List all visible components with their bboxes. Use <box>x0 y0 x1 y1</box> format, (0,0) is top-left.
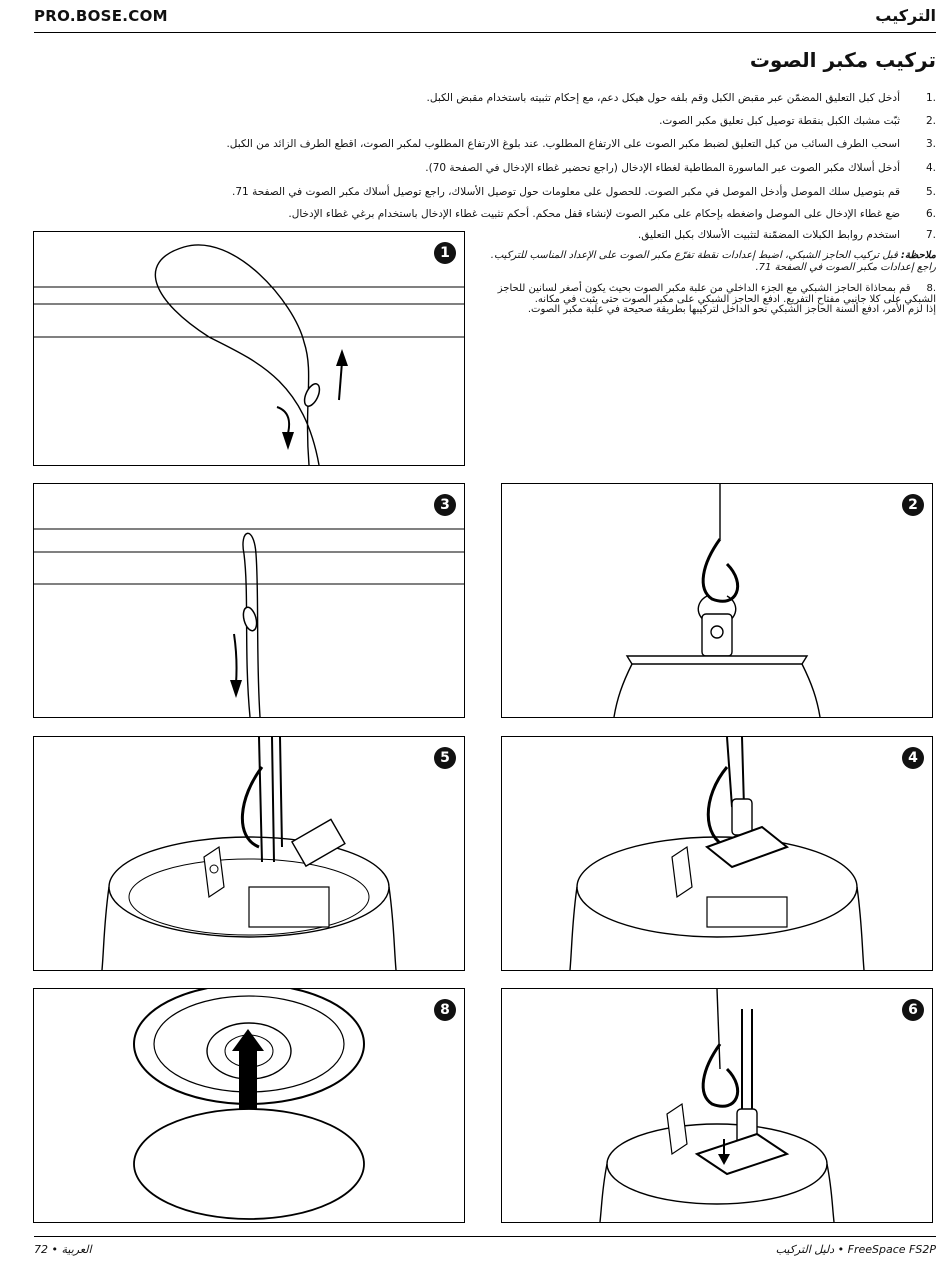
figure-2 <box>501 483 933 718</box>
note <box>491 250 936 274</box>
figure-5-drawing <box>34 737 464 970</box>
figure-3-badge: 3 <box>434 494 456 516</box>
footer-rule <box>34 1236 936 1237</box>
figure-2-drawing <box>502 484 932 717</box>
figure-2-badge: 2 <box>902 494 924 516</box>
figure-1 <box>33 231 465 466</box>
figure-4-drawing <box>502 737 932 970</box>
figure-8 <box>33 988 465 1223</box>
header-rule <box>34 32 936 33</box>
figure-5 <box>33 736 465 971</box>
figure-6-drawing <box>502 989 932 1222</box>
step-8-line1: قم بمحاذاة الحاجز الشبكي مع الجزء الداخلي من علبة مكبر الصوت بحيث يكون أصغر لسانين للحاجز <box>497 283 911 294</box>
note-line2: راجع إعدادات مكبر الصوت في الصفحة 71. <box>755 262 936 273</box>
step-8-line2: الشبكي على كلا جانبي مفتاح التفريع. ادفع الحاجز الشبكي على مكبر الصوت حتى يثبت في مكانه. <box>534 293 936 305</box>
figure-6 <box>501 988 933 1223</box>
step-8-num: .8 <box>926 283 936 294</box>
figure-5-badge: 5 <box>434 747 456 769</box>
page-title: تركيب مكبر الصوت <box>749 48 936 72</box>
figure-1-drawing <box>34 232 464 465</box>
figure-4-badge: 4 <box>902 747 924 769</box>
step-8 <box>466 284 936 316</box>
figure-8-drawing <box>34 989 464 1222</box>
figure-6-badge: 6 <box>902 999 924 1021</box>
note-label: ملاحظة: <box>900 250 936 261</box>
figure-1-badge: 1 <box>434 242 456 264</box>
figure-8-badge: 8 <box>434 999 456 1021</box>
footer-page: العربية • 72 <box>34 1243 92 1256</box>
brand-url: PRO.BOSE.COM <box>34 7 168 25</box>
note-line1: قبل تركيب الحاجز الشبكي، اضبط إعدادات نقطة تفرّع مكبر الصوت على الإعداد المناسب للتركيب. <box>490 250 898 261</box>
section-title: التركيب <box>875 6 936 25</box>
footer-guide: دليل التركيب • FreeSpace FS2P <box>775 1243 936 1256</box>
step-8-line3: إذا لزم الأمر، ادفع ألسنة الحاجز الشبكي نحو الداخل لتركيبها بطريقة صحيحة في علبة مكبر الصوت. <box>527 304 936 315</box>
figure-3-drawing <box>34 484 464 717</box>
figure-4 <box>501 736 933 971</box>
figure-3 <box>33 483 465 718</box>
